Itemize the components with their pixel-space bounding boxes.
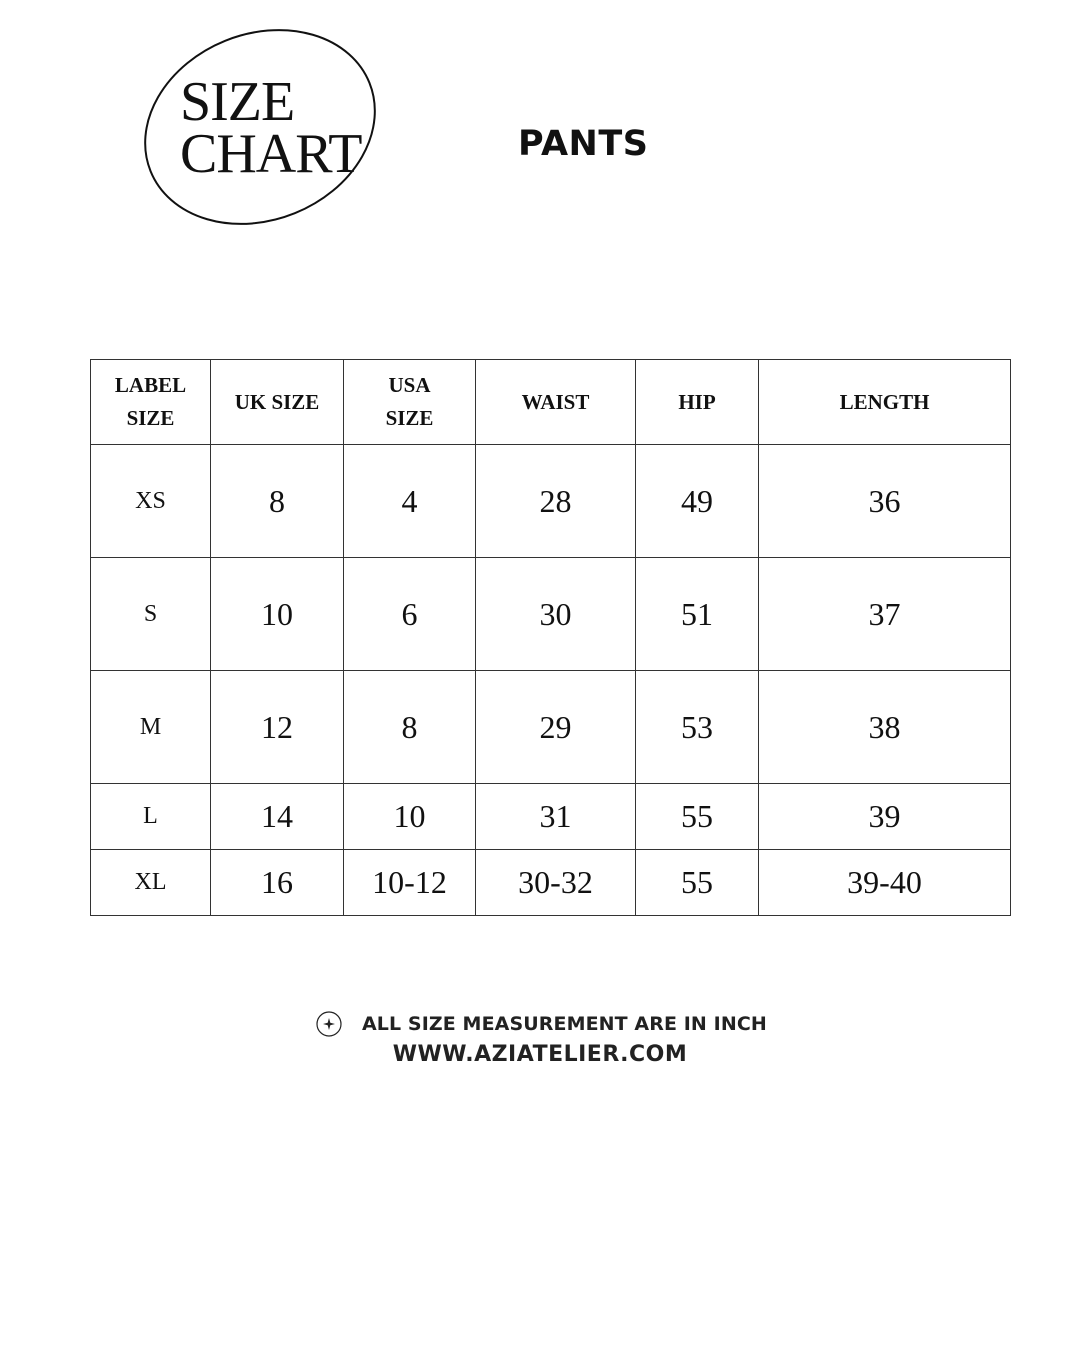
cell-waist: 30 <box>476 558 636 671</box>
table-row <box>91 558 1011 671</box>
cell-length: 39-40 <box>759 850 1011 916</box>
cell-usa-size: 8 <box>344 671 476 784</box>
measurement-note <box>316 1010 767 1038</box>
cell-length: 39 <box>759 784 1011 850</box>
cell-usa-size: 6 <box>344 558 476 671</box>
cell-hip: 51 <box>636 558 759 671</box>
header-waist: WAIST <box>476 360 636 445</box>
cell-hip: 49 <box>636 445 759 558</box>
cell-length: 37 <box>759 558 1011 671</box>
measurement-note-text: ALL SIZE MEASUREMENT ARE IN INCH <box>362 1013 767 1035</box>
cell-usa-size: 10 <box>344 784 476 850</box>
cell-hip: 55 <box>636 784 759 850</box>
cell-waist: 28 <box>476 445 636 558</box>
size-table <box>90 359 1011 916</box>
logo-text-chart: CHART <box>180 123 362 185</box>
website-url: WWW.AZIATELIER.COM <box>392 1042 688 1067</box>
header-hip: HIP <box>636 360 759 445</box>
header-usa-size: USA SIZE <box>344 360 476 445</box>
cell-hip: 55 <box>636 850 759 916</box>
cell-hip: 53 <box>636 671 759 784</box>
table-row <box>91 850 1011 916</box>
table-row <box>91 784 1011 850</box>
cell-label-size: XL <box>91 850 211 916</box>
cell-label-size: XS <box>91 445 211 558</box>
cell-length: 38 <box>759 671 1011 784</box>
cell-waist: 31 <box>476 784 636 850</box>
cell-waist: 30-32 <box>476 850 636 916</box>
cell-waist: 29 <box>476 671 636 784</box>
cell-usa-size: 10-12 <box>344 850 476 916</box>
table-row <box>91 445 1011 558</box>
table-row <box>91 671 1011 784</box>
cell-uk-size: 12 <box>211 671 344 784</box>
cell-label-size: L <box>91 784 211 850</box>
sparkle-icon <box>316 1011 342 1037</box>
cell-label-size: M <box>91 671 211 784</box>
header-label-size: LABEL SIZE <box>91 360 211 445</box>
cell-length: 36 <box>759 445 1011 558</box>
table-header-row <box>91 360 1011 445</box>
cell-uk-size: 8 <box>211 445 344 558</box>
cell-label-size: S <box>91 558 211 671</box>
cell-usa-size: 4 <box>344 445 476 558</box>
cell-uk-size: 10 <box>211 558 344 671</box>
header-uk-size: UK SIZE <box>211 360 344 445</box>
cell-uk-size: 16 <box>211 850 344 916</box>
cell-uk-size: 14 <box>211 784 344 850</box>
header-length: LENGTH <box>759 360 1011 445</box>
logo-text-size: SIZE <box>180 71 295 133</box>
size-chart-logo <box>138 26 382 230</box>
page-title: PANTS <box>518 124 649 164</box>
